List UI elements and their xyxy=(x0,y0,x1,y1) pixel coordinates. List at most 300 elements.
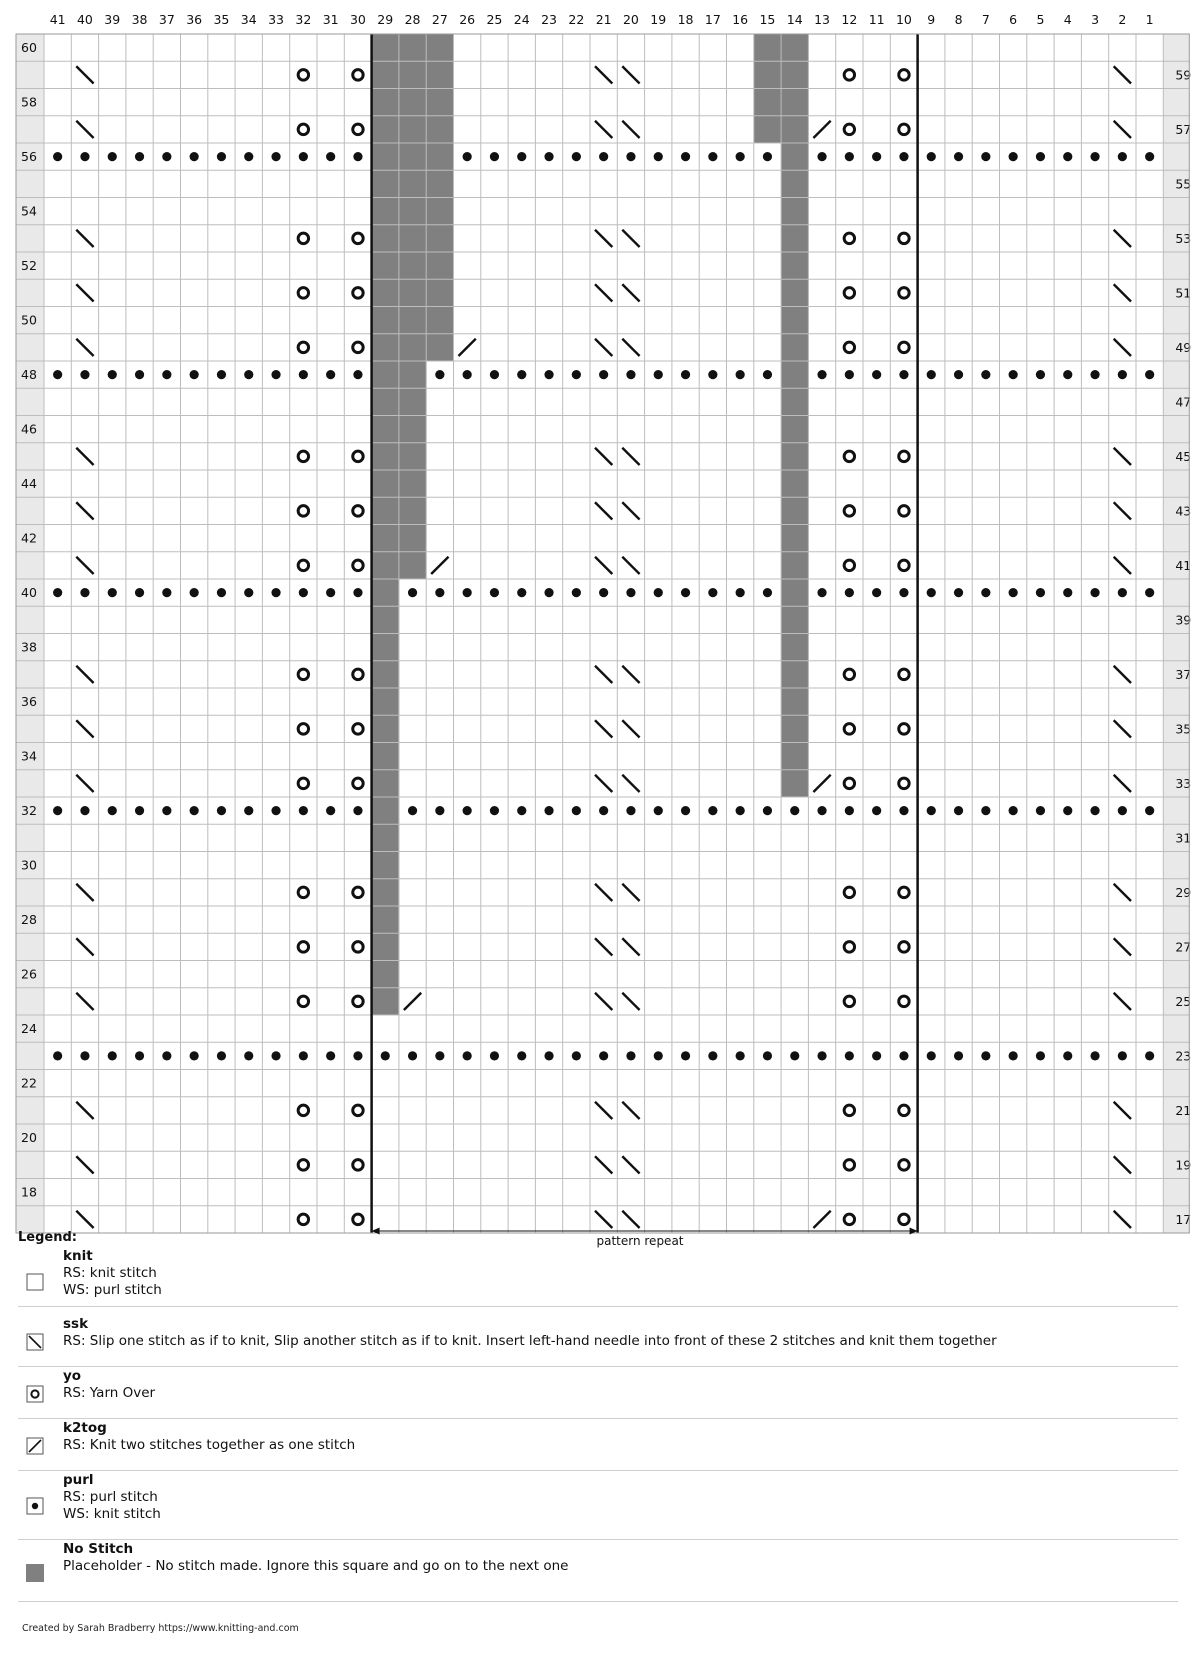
column-number: 26 xyxy=(459,12,476,27)
yo-mark xyxy=(899,942,909,952)
purl-mark xyxy=(927,588,936,597)
no-stitch-cell xyxy=(372,852,400,880)
purl-mark xyxy=(1090,806,1099,815)
purl-mark xyxy=(271,1051,280,1060)
purl-mark xyxy=(517,152,526,161)
no-stitch-cell xyxy=(781,89,809,117)
purl-mark xyxy=(654,806,663,815)
no-stitch-cell xyxy=(372,34,400,62)
ssk-mark xyxy=(76,1156,93,1173)
purl-mark xyxy=(1118,588,1127,597)
ssk-mark xyxy=(76,448,93,465)
purl-mark xyxy=(463,370,472,379)
purl-mark xyxy=(927,152,936,161)
legend-item-description: WS: knit stitch xyxy=(63,1506,161,1522)
purl-mark xyxy=(326,152,335,161)
purl-mark xyxy=(626,370,635,379)
ssk-mark xyxy=(622,720,639,737)
purl-mark xyxy=(708,152,717,161)
no-stitch-cell xyxy=(781,416,809,444)
purl-mark xyxy=(790,806,799,815)
purl-mark xyxy=(572,806,581,815)
row-number: 35 xyxy=(1175,721,1192,737)
ssk-mark xyxy=(622,66,639,83)
column-number: 24 xyxy=(513,12,530,27)
no-stitch-cell xyxy=(781,497,809,525)
purl-mark xyxy=(53,370,62,379)
purl-mark xyxy=(1145,588,1154,597)
column-number: 23 xyxy=(541,12,558,27)
column-number: 34 xyxy=(240,12,257,27)
no-stitch-cell xyxy=(426,143,454,171)
no-stitch-cell xyxy=(399,143,427,171)
yo-mark xyxy=(844,778,854,788)
column-number: 27 xyxy=(431,12,448,27)
column-number: 33 xyxy=(268,12,285,27)
purl-mark xyxy=(1009,806,1018,815)
column-number: 41 xyxy=(49,12,66,27)
purl-mark xyxy=(108,806,117,815)
purl-mark xyxy=(708,370,717,379)
ssk-mark xyxy=(595,666,612,683)
no-stitch-cell xyxy=(372,933,400,961)
purl-mark xyxy=(817,152,826,161)
purl-mark xyxy=(463,152,472,161)
k2tog-mark xyxy=(813,1211,830,1228)
yo-mark xyxy=(844,342,854,352)
purl-mark xyxy=(1036,588,1045,597)
ssk-mark xyxy=(76,230,93,247)
row-number: 60 xyxy=(21,40,37,56)
row-number: 25 xyxy=(1175,993,1192,1009)
no-stitch-symbol-icon xyxy=(26,1564,44,1582)
row-number: 57 xyxy=(1175,121,1192,137)
purl-mark xyxy=(1009,370,1018,379)
no-stitch-cell xyxy=(781,606,809,634)
no-stitch-cell xyxy=(372,225,400,253)
purl-mark xyxy=(463,806,472,815)
column-number: 16 xyxy=(732,12,749,27)
row-number: 19 xyxy=(1175,1157,1192,1173)
column-number: 37 xyxy=(158,12,175,27)
yo-mark xyxy=(298,233,308,243)
purl-mark xyxy=(872,1051,881,1060)
no-stitch-cell xyxy=(372,170,400,198)
no-stitch-cell xyxy=(426,334,454,362)
purl-mark xyxy=(681,1051,690,1060)
purl-mark xyxy=(817,1051,826,1060)
no-stitch-cell xyxy=(781,34,809,62)
purl-mark xyxy=(299,1051,308,1060)
column-number: 20 xyxy=(622,12,639,27)
no-stitch-cell xyxy=(781,198,809,226)
k2tog-mark xyxy=(813,775,830,792)
ssk-mark xyxy=(76,938,93,955)
legend-item-name: knit xyxy=(63,1248,93,1264)
purl-mark xyxy=(353,152,362,161)
ssk-mark xyxy=(1114,121,1131,138)
no-stitch-cell xyxy=(372,606,400,634)
column-number: 40 xyxy=(76,12,93,27)
row-number: 50 xyxy=(21,312,37,328)
yo-mark xyxy=(353,342,363,352)
column-number: 12 xyxy=(841,12,858,27)
yo-mark xyxy=(353,233,363,243)
purl-mark xyxy=(299,152,308,161)
no-stitch-cell xyxy=(426,307,454,335)
column-number: 7 xyxy=(981,12,990,27)
purl-mark xyxy=(763,588,772,597)
ssk-mark xyxy=(1114,884,1131,901)
ssk-mark xyxy=(622,1156,639,1173)
purl-mark xyxy=(135,152,144,161)
yo-mark xyxy=(899,1214,909,1224)
purl-mark xyxy=(80,152,89,161)
purl-mark xyxy=(108,152,117,161)
row-number: 26 xyxy=(21,966,37,982)
row-number: 29 xyxy=(1175,884,1192,900)
yo-mark xyxy=(298,669,308,679)
purl-mark xyxy=(954,1051,963,1060)
ssk-mark xyxy=(1114,66,1131,83)
no-stitch-cell xyxy=(781,252,809,280)
no-stitch-cell xyxy=(372,797,400,825)
ssk-mark xyxy=(1114,230,1131,247)
no-stitch-cell xyxy=(372,388,400,416)
column-number: 31 xyxy=(322,12,339,27)
no-stitch-cell xyxy=(781,279,809,307)
yo-mark xyxy=(844,1105,854,1115)
ssk-mark xyxy=(595,448,612,465)
purl-mark xyxy=(162,806,171,815)
purl-mark xyxy=(544,1051,553,1060)
row-number: 18 xyxy=(21,1184,37,1200)
no-stitch-cell xyxy=(372,824,400,852)
purl-mark xyxy=(490,370,499,379)
column-number: 9 xyxy=(927,12,936,27)
purl-mark xyxy=(135,806,144,815)
purl-mark xyxy=(763,806,772,815)
purl-mark xyxy=(1063,1051,1072,1060)
no-stitch-cell xyxy=(372,743,400,771)
yo-mark xyxy=(899,724,909,734)
no-stitch-cell xyxy=(781,334,809,362)
ssk-mark xyxy=(622,284,639,301)
purl-mark xyxy=(817,806,826,815)
purl-mark xyxy=(790,1051,799,1060)
purl-mark xyxy=(681,370,690,379)
purl-mark xyxy=(162,152,171,161)
purl-mark xyxy=(1145,1051,1154,1060)
ssk-mark xyxy=(1114,448,1131,465)
row-number: 43 xyxy=(1175,503,1192,519)
ssk-mark xyxy=(622,775,639,792)
purl-mark xyxy=(517,588,526,597)
purl-mark xyxy=(435,1051,444,1060)
ssk-mark xyxy=(622,121,639,138)
purl-mark xyxy=(845,370,854,379)
purl-mark xyxy=(244,152,253,161)
ssk-mark xyxy=(1114,1156,1131,1173)
no-stitch-cell xyxy=(781,116,809,144)
row-number: 53 xyxy=(1175,230,1192,246)
purl-mark xyxy=(1009,1051,1018,1060)
purl-mark xyxy=(708,1051,717,1060)
yo-mark xyxy=(298,942,308,952)
purl-mark xyxy=(326,806,335,815)
ssk-mark xyxy=(622,339,639,356)
ssk-mark xyxy=(76,339,93,356)
no-stitch-cell xyxy=(399,116,427,144)
ssk-mark xyxy=(595,775,612,792)
purl-mark xyxy=(599,1051,608,1060)
column-number: 28 xyxy=(404,12,421,27)
no-stitch-cell xyxy=(372,307,400,335)
purl-mark xyxy=(135,588,144,597)
purl-mark xyxy=(353,806,362,815)
row-number: 41 xyxy=(1175,557,1192,573)
ssk-mark xyxy=(76,993,93,1010)
purl-mark xyxy=(1063,588,1072,597)
purl-mark xyxy=(708,588,717,597)
row-number: 54 xyxy=(21,203,37,219)
purl-mark xyxy=(981,588,990,597)
yo-mark xyxy=(899,124,909,134)
no-stitch-cell xyxy=(399,416,427,444)
purl-mark xyxy=(53,152,62,161)
ssk-mark xyxy=(1114,339,1131,356)
column-number: 25 xyxy=(486,12,503,27)
yo-mark xyxy=(844,942,854,952)
k2tog-mark xyxy=(459,339,476,356)
row-number: 20 xyxy=(21,1130,37,1146)
yo-mark xyxy=(844,724,854,734)
row-number: 21 xyxy=(1175,1102,1192,1118)
no-stitch-cell xyxy=(372,361,400,389)
legend-item-name: No Stitch xyxy=(63,1541,134,1557)
ssk-mark xyxy=(622,666,639,683)
purl-mark xyxy=(408,1051,417,1060)
row-number: 17 xyxy=(1175,1211,1192,1227)
no-stitch-cell xyxy=(781,552,809,580)
yo-mark xyxy=(298,451,308,461)
column-number: 11 xyxy=(868,12,885,27)
no-stitch-cell xyxy=(399,497,427,525)
ssk-mark xyxy=(76,884,93,901)
yo-mark xyxy=(353,1214,363,1224)
purl-mark xyxy=(981,370,990,379)
purl-mark xyxy=(326,1051,335,1060)
purl-mark xyxy=(244,1051,253,1060)
ssk-mark xyxy=(595,339,612,356)
yo-mark xyxy=(353,288,363,298)
ssk-mark xyxy=(595,121,612,138)
no-stitch-cell xyxy=(781,470,809,498)
purl-mark xyxy=(217,588,226,597)
no-stitch-cell xyxy=(372,906,400,934)
legend-title: Legend: xyxy=(18,1230,77,1245)
purl-mark xyxy=(981,152,990,161)
no-stitch-cell xyxy=(399,61,427,89)
purl-mark xyxy=(899,370,908,379)
yo-mark xyxy=(353,451,363,461)
k2tog-symbol-icon xyxy=(26,1437,44,1455)
yo-mark xyxy=(298,342,308,352)
purl-mark xyxy=(599,152,608,161)
purl-mark xyxy=(80,588,89,597)
no-stitch-cell xyxy=(399,198,427,226)
yo-mark xyxy=(353,1160,363,1170)
purl-mark xyxy=(1009,152,1018,161)
purl-mark xyxy=(572,588,581,597)
purl-mark xyxy=(872,806,881,815)
purl-mark xyxy=(872,370,881,379)
yo-mark xyxy=(298,1105,308,1115)
row-number: 45 xyxy=(1175,448,1192,464)
purl-mark xyxy=(271,588,280,597)
purl-mark xyxy=(1118,370,1127,379)
no-stitch-cell xyxy=(399,170,427,198)
no-stitch-cell xyxy=(781,307,809,335)
purl-mark xyxy=(190,1051,199,1060)
row-number: 48 xyxy=(21,367,37,383)
ssk-mark xyxy=(622,938,639,955)
purl-mark xyxy=(1090,588,1099,597)
ssk-mark xyxy=(622,502,639,519)
no-stitch-cell xyxy=(399,443,427,471)
purl-mark xyxy=(544,588,553,597)
purl-mark xyxy=(708,806,717,815)
purl-mark xyxy=(326,370,335,379)
ssk-mark xyxy=(595,1211,612,1228)
purl-mark xyxy=(299,370,308,379)
row-number: 49 xyxy=(1175,339,1192,355)
yo-mark xyxy=(298,70,308,80)
ssk-mark xyxy=(1114,666,1131,683)
no-stitch-cell xyxy=(399,525,427,553)
ssk-mark xyxy=(76,1102,93,1119)
ssk-mark xyxy=(595,557,612,574)
column-number: 18 xyxy=(677,12,694,27)
purl-mark xyxy=(899,806,908,815)
no-stitch-cell xyxy=(372,443,400,471)
no-stitch-cell xyxy=(372,497,400,525)
yo-mark xyxy=(844,1214,854,1224)
purl-mark xyxy=(490,1051,499,1060)
purl-mark xyxy=(217,370,226,379)
purl-symbol-icon xyxy=(26,1497,44,1515)
row-number: 24 xyxy=(21,1021,37,1037)
row-number: 56 xyxy=(21,149,37,165)
yo-mark xyxy=(844,669,854,679)
no-stitch-cell xyxy=(426,170,454,198)
yo-mark xyxy=(899,996,909,1006)
yo-mark xyxy=(298,288,308,298)
purl-mark xyxy=(408,588,417,597)
ssk-mark xyxy=(76,284,93,301)
no-stitch-cell xyxy=(781,170,809,198)
no-stitch-cell xyxy=(399,470,427,498)
purl-mark xyxy=(80,806,89,815)
purl-mark xyxy=(162,1051,171,1060)
no-stitch-cell xyxy=(781,443,809,471)
legend-item-description: RS: Knit two stitches together as one stitch xyxy=(63,1437,356,1453)
yo-mark xyxy=(899,887,909,897)
yo-mark xyxy=(844,996,854,1006)
row-number: 36 xyxy=(21,694,37,710)
row-number: 23 xyxy=(1175,1048,1192,1064)
yo-mark xyxy=(353,669,363,679)
legend-item-name: k2tog xyxy=(63,1420,107,1436)
ssk-mark xyxy=(1114,938,1131,955)
purl-mark xyxy=(1036,370,1045,379)
purl-mark xyxy=(271,152,280,161)
knit-symbol-icon xyxy=(26,1273,44,1291)
purl-mark xyxy=(1118,1051,1127,1060)
column-number: 1 xyxy=(1145,12,1154,27)
row-number: 37 xyxy=(1175,666,1192,682)
purl-mark xyxy=(1090,152,1099,161)
legend-item-description: WS: purl stitch xyxy=(63,1282,162,1298)
no-stitch-cell xyxy=(781,634,809,662)
no-stitch-cell xyxy=(372,416,400,444)
k2tog-mark xyxy=(431,557,448,574)
purl-mark xyxy=(271,806,280,815)
row-number: 42 xyxy=(21,530,37,546)
yo-mark xyxy=(899,669,909,679)
no-stitch-cell xyxy=(372,552,400,580)
purl-mark xyxy=(736,806,745,815)
legend-item-k2tog xyxy=(18,1420,1178,1471)
purl-mark xyxy=(626,152,635,161)
purl-mark xyxy=(326,588,335,597)
no-stitch-cell xyxy=(399,552,427,580)
purl-mark xyxy=(1145,806,1154,815)
ssk-mark xyxy=(595,230,612,247)
purl-mark xyxy=(435,806,444,815)
column-number: 13 xyxy=(814,12,831,27)
no-stitch-cell xyxy=(372,525,400,553)
yo-mark xyxy=(353,560,363,570)
row-number: 31 xyxy=(1175,830,1192,846)
purl-mark xyxy=(981,1051,990,1060)
no-stitch-cell xyxy=(372,988,400,1016)
ssk-mark xyxy=(595,66,612,83)
legend-item-description: RS: purl stitch xyxy=(63,1489,158,1505)
yo-mark xyxy=(298,996,308,1006)
purl-mark xyxy=(954,806,963,815)
purl-mark xyxy=(80,370,89,379)
purl-mark xyxy=(954,588,963,597)
purl-mark xyxy=(217,152,226,161)
yo-mark xyxy=(353,724,363,734)
purl-mark xyxy=(517,370,526,379)
row-number: 32 xyxy=(21,803,37,819)
ssk-mark xyxy=(1114,557,1131,574)
no-stitch-cell xyxy=(372,89,400,117)
purl-mark xyxy=(681,588,690,597)
row-number: 46 xyxy=(21,421,37,437)
purl-mark xyxy=(544,370,553,379)
legend-item-yo xyxy=(18,1368,1178,1419)
no-stitch-cell xyxy=(372,688,400,716)
yo-mark xyxy=(899,1160,909,1170)
column-number: 4 xyxy=(1063,12,1072,27)
purl-mark xyxy=(490,588,499,597)
yo-mark xyxy=(353,1105,363,1115)
purl-mark xyxy=(463,588,472,597)
purl-mark xyxy=(1118,152,1127,161)
